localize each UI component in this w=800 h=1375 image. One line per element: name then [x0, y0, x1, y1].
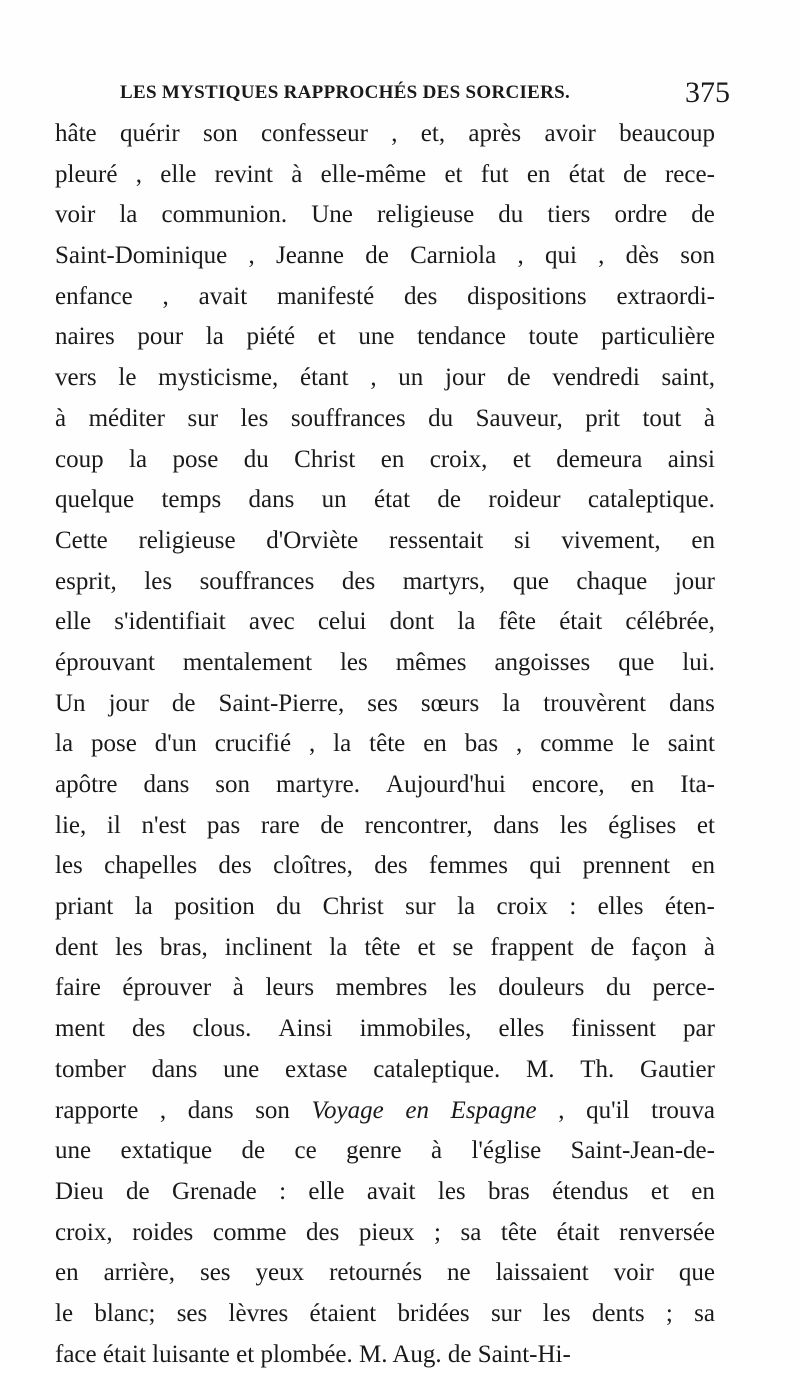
text-run: , qu'il trouva [536, 1096, 715, 1124]
book-title: Voyage en Espagne [311, 1096, 537, 1124]
text-line: quelque temps dans un état de roideur cataleptique. [55, 486, 715, 514]
text-line: Saint-Dominique , Jeanne de Carniola , qui , dès son [55, 242, 715, 270]
text-line: vers le mysticisme, étant , un jour de vendredi saint, [55, 364, 715, 392]
text-line: Dieu de Grenade : elle avait les bras étendus et en [55, 1177, 715, 1205]
text-line: voir la communion. Une religieuse du tiers ordre de [55, 201, 715, 229]
text-line: naires pour la piété et une tendance toute particulière [55, 323, 715, 351]
text-line: apôtre dans son martyre. Aujourd'hui encore, en Ita- [55, 771, 715, 798]
text-line [55, 1091, 715, 1132]
text-line: elle s'identifiait avec celui dont la fête était célébrée, [55, 608, 715, 636]
text-line: Cette religieuse d'Orviète ressentait si vivement, en [55, 526, 715, 554]
text-run: rapporte , dans son [55, 1096, 312, 1124]
running-head: LES MYSTIQUES RAPPROCHÉS DES SORCIERS. [120, 82, 571, 103]
text-line: la pose d'un crucifié , la tête en bas , comme le saint [55, 730, 715, 758]
text-line: face était luisante et plombée. M. Aug. de Saint-Hi- [55, 1340, 571, 1368]
text-line: croix, roides comme des pieux ; sa tête était renversée [55, 1218, 715, 1246]
text-line: ment des clous. Ainsi immobiles, elles finissent par [55, 1015, 715, 1043]
text-line: pleuré , elle revint à elle-même et fut en état de rece- [55, 160, 715, 188]
text-line: en arrière, ses yeux retournés ne laissaient voir que [55, 1259, 715, 1287]
text-line: éprouvant mentalement les mêmes angoisses que lui. [55, 648, 715, 676]
text-line: lie, il n'est pas rare de rencontrer, dans les églises et [55, 811, 715, 839]
text-line: dent les bras, inclinent la tête et se frappent de façon à [55, 933, 715, 961]
text-line: priant la position du Christ sur la croix : elles éten- [55, 893, 715, 921]
text-line: une extatique de ce genre à l'église Saint-Jean-de- [55, 1137, 715, 1165]
text-line: le blanc; ses lèvres étaient bridées sur les dents ; sa [55, 1299, 715, 1327]
text-line: esprit, les souffrances des martyrs, que chaque jour [55, 567, 715, 595]
page-number: 375 [685, 76, 730, 109]
text-line: faire éprouver à leurs membres les douleurs du perce- [55, 974, 715, 1002]
body-text [55, 114, 715, 1375]
text-line: hâte quérir son confesseur , et, après avoir beaucoup [55, 120, 715, 147]
text-line: Un jour de Saint-Pierre, ses sœurs la trouvèrent dans [55, 689, 715, 717]
text-line: coup la pose du Christ en croix, et demeura ainsi [55, 445, 715, 473]
text-line: les chapelles des cloîtres, des femmes qui prennent en [55, 852, 715, 880]
text-line: enfance , avait manifesté des dispositions extraordi- [55, 282, 715, 310]
page-header [120, 78, 730, 114]
text-line: tomber dans une extase cataleptique. M. Th. Gautier [55, 1055, 715, 1083]
text-line: à méditer sur les souffrances du Sauveur, prit tout à [55, 404, 715, 432]
